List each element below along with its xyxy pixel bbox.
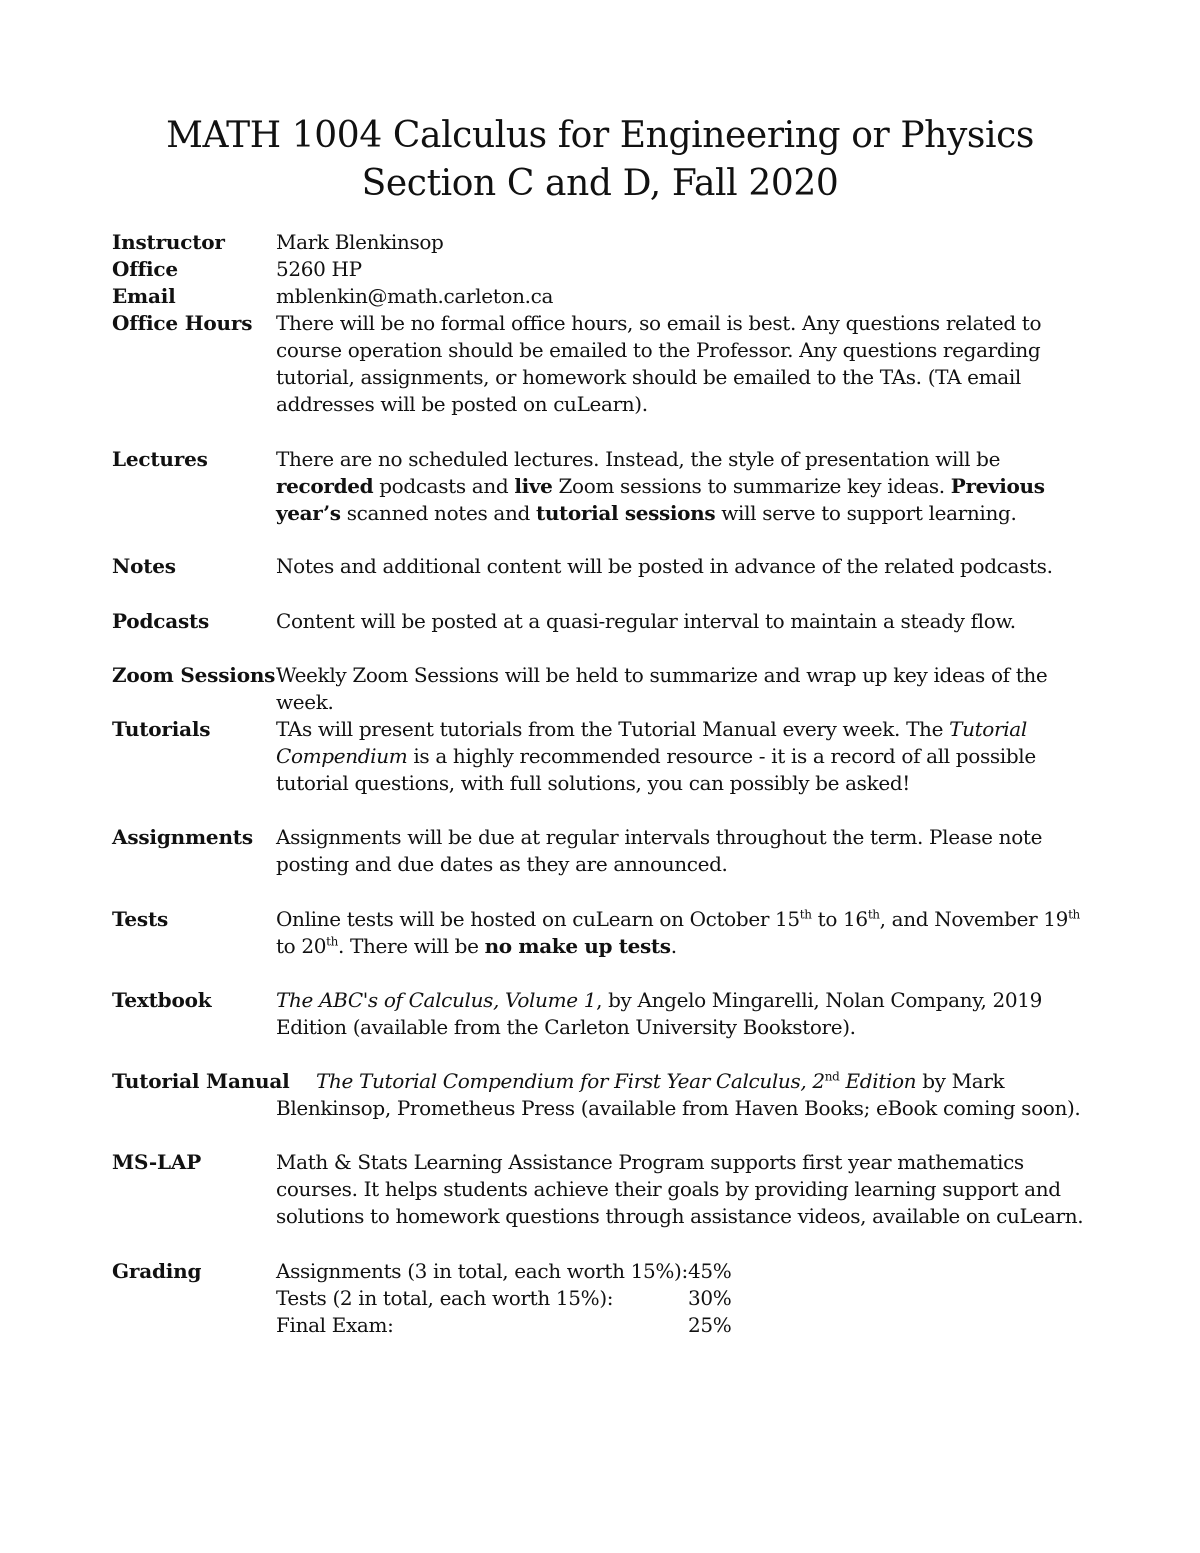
tutorial-manual-label: Tutorial Manual	[112, 1069, 290, 1093]
notes-value: Notes and additional content will be posted in advance of the related podcasts.	[276, 554, 1053, 578]
assignments-value: Assignments will be due at regular intervals throughout the term. Please note posting and due dates as they are announced.	[276, 825, 1043, 876]
tests-label: Tests	[112, 907, 169, 931]
grading-table	[276, 1258, 1092, 1339]
assignments-label: Assignments	[112, 825, 253, 849]
zoom-label: Zoom Sessions	[112, 663, 276, 687]
office-value: 5260 HP	[276, 257, 362, 281]
mslap-label: MS-LAP	[112, 1150, 202, 1174]
grading-percent: 45%	[688, 1259, 732, 1283]
office-label: Office	[112, 257, 178, 281]
textbook-value: The ABC's of Calculus, Volume 1, by Angelo Mingarelli, Nolan Company, 2019 Edition (available from the Carleton University Bookstore).	[276, 988, 1043, 1039]
tests-value: Online tests will be hosted on cuLearn on October 15th to 16th, and November 19th to 20th. There will be no make up tests.	[276, 907, 1080, 958]
instructor-label: Instructor	[112, 230, 225, 254]
email-label: Email	[112, 284, 176, 308]
zoom-value: Weekly Zoom Sessions will be held to summarize and wrap up key ideas of the week.	[276, 663, 1048, 714]
section-title: Section C and D, Fall 2020	[361, 163, 839, 204]
course-title: MATH 1004 Calculus for Engineering or Physics	[166, 115, 1034, 156]
lectures-label: Lectures	[112, 447, 208, 471]
lectures-value: There are no scheduled lectures. Instead, the style of presentation will be recorded podcasts and live Zoom sessions to summarize key ideas. Previous year’s scanned notes and tutorial sessions will serve to support learning.	[276, 447, 1045, 525]
tutorial-manual-value: The Tutorial Compendium for First Year Calculus, 2nd Edition by Mark Blenkinsop, Prometheus Press (available from Haven Books; eBook coming soon).	[276, 1069, 1081, 1120]
grading-item: Tests (2 in total, each worth 15%):	[276, 1286, 614, 1310]
textbook-label: Textbook	[112, 988, 212, 1012]
email-value[interactable]: mblenkin@math.carleton.ca	[276, 284, 554, 308]
grading-percent: 25%	[688, 1313, 732, 1337]
grading-item: Final Exam:	[276, 1313, 394, 1337]
tutorials-label: Tutorials	[112, 717, 211, 741]
grading-percent: 30%	[688, 1286, 732, 1310]
podcasts-label: Podcasts	[112, 609, 210, 633]
podcasts-value: Content will be posted at a quasi-regular interval to maintain a steady flow.	[276, 609, 1016, 633]
mslap-value: Math & Stats Learning Assistance Program supports first year mathematics courses. It helps students achieve their goals by providing learning support and solutions to homework questions through assistance videos, available on cuLearn.	[276, 1150, 1084, 1228]
office-hours-label: Office Hours	[112, 311, 253, 335]
office-hours-value: There will be no formal office hours, so email is best. Any questions related to course operation should be emailed to the Professor. Any questions regarding tutorial, assignments, or homework should be emailed to the TAs. (TA email addresses will be posted on cuLearn).	[276, 311, 1042, 416]
instructor-value: Mark Blenkinsop	[276, 230, 444, 254]
tutorials-value: TAs will present tutorials from the Tutorial Manual every week. The Tutorial Compendium is a highly recommended resource - it is a record of all possible tutorial questions, with full solutions, you can possibly be asked!	[276, 717, 1036, 795]
notes-label: Notes	[112, 554, 176, 578]
grading-label: Grading	[112, 1259, 202, 1283]
grading-item: Assignments (3 in total, each worth 15%):	[276, 1259, 688, 1283]
